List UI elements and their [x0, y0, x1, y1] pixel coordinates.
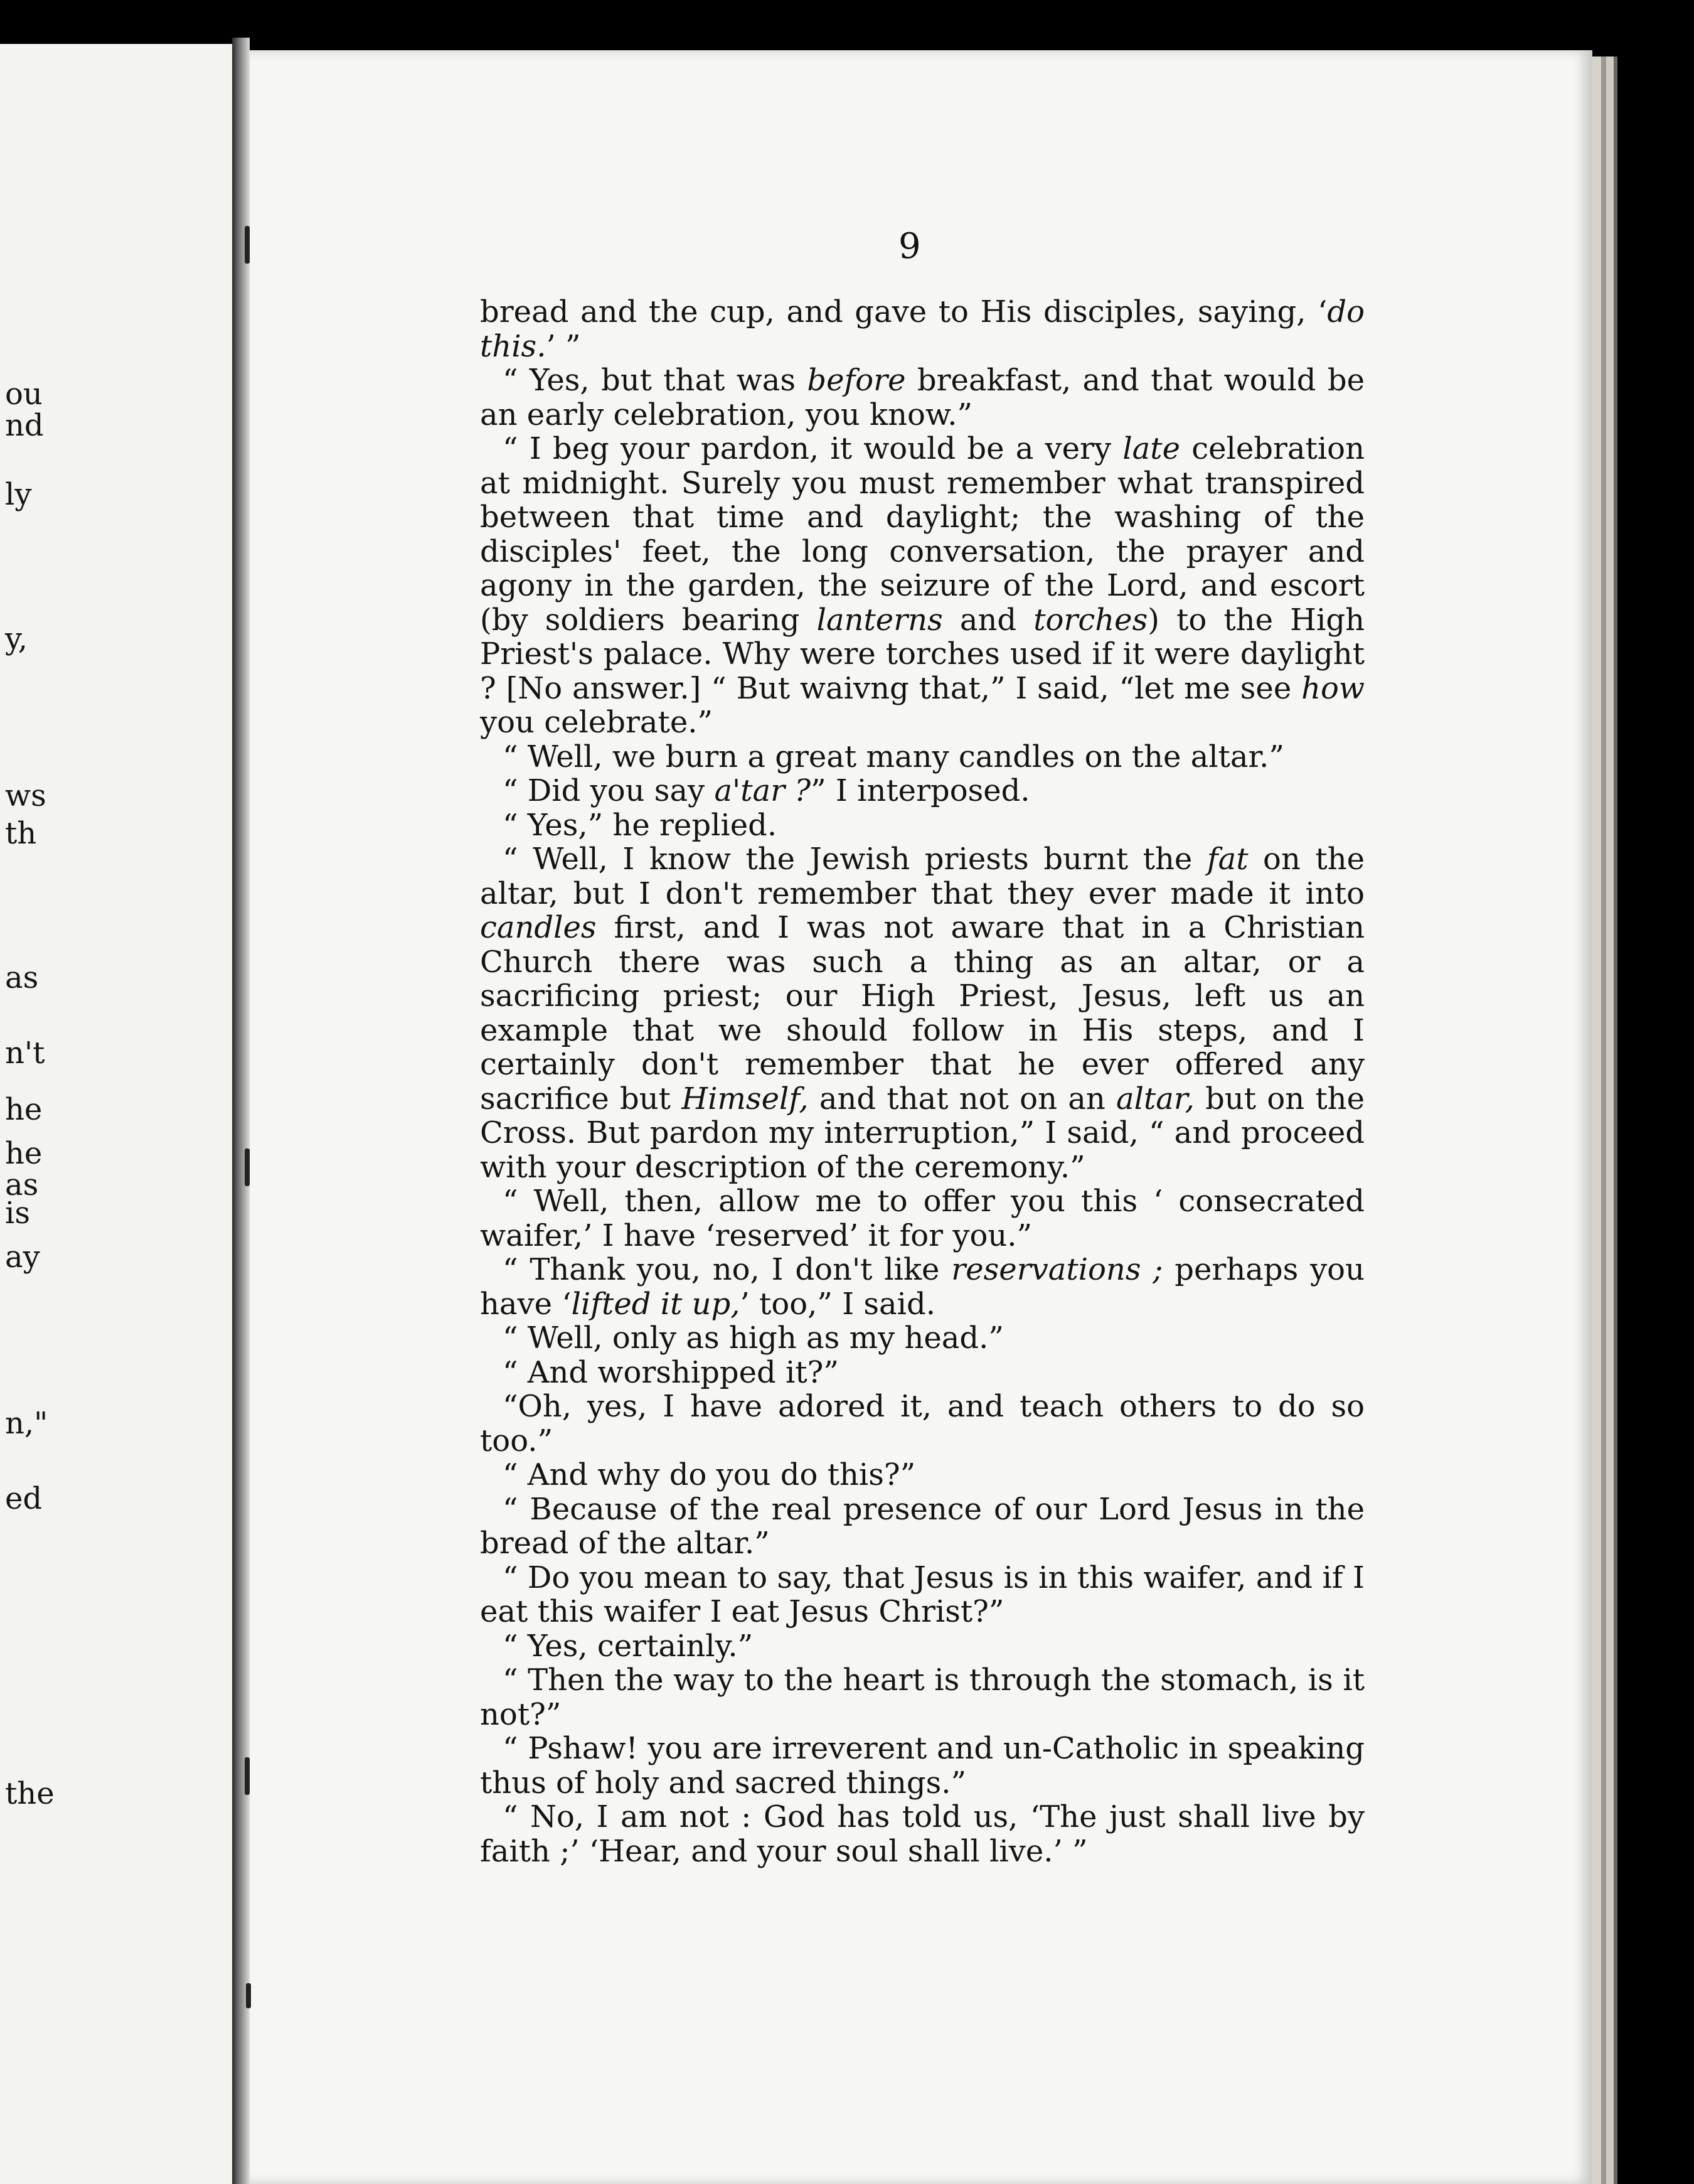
text-run: ” I interposed. — [811, 773, 1030, 808]
paragraph — [480, 1389, 1365, 1458]
text-run: “ And worshipped it?” — [503, 1354, 839, 1390]
binding-stitch — [245, 226, 250, 264]
text-run: “ And why do you do this?” — [503, 1457, 916, 1492]
facing-page-fragment: ou — [5, 377, 43, 412]
italic-text: altar, — [1116, 1081, 1195, 1116]
book-gutter — [232, 38, 250, 2184]
paragraph — [480, 1561, 1365, 1629]
text-run: “ Well, only as high as my head.” — [503, 1320, 1004, 1356]
facing-page-fragment: y, — [5, 621, 28, 656]
italic-text: candles — [480, 910, 597, 945]
text-run: “ Yes,” he replied. — [503, 807, 777, 843]
facing-page-fragment: ed — [5, 1481, 43, 1516]
paragraph — [480, 295, 1365, 363]
text-run: “ Do you mean to say, that Jesus is in this waifer, and if I eat this waifer I eat Jesus Christ?” — [480, 1560, 1365, 1629]
facing-page-fragment: ly — [5, 477, 32, 512]
paragraph — [480, 842, 1365, 1184]
text-run: “ Pshaw! you are irreverent and un-Catholic in speaking thus of holy and sacred things.” — [480, 1731, 1365, 1801]
text-run: first, and I was not aware that in a Christian Church there was such a thing as an altar, or a sacrificing priest; our High Priest, Jesus, left us an example that we should follow in His steps, and I certainly don't remember that he ever offered any sacrifice but — [480, 910, 1365, 1116]
paragraph — [480, 1800, 1365, 1868]
text-run: “ Well, then, allow me to offer you this ‘ consecrated waifer,’ I have ‘reserved’ it for you.” — [480, 1184, 1365, 1253]
text-run: but on the Cross. But pardon my interruption,” I said, “ and proceed with your description of the ceremony.” — [480, 1081, 1365, 1185]
italic-text: lifted it up, — [571, 1286, 740, 1322]
text-run: perhaps you have ‘ — [480, 1252, 1365, 1322]
paragraph — [480, 1321, 1365, 1356]
body-text — [480, 295, 1365, 1868]
italic-text: torches — [1033, 602, 1148, 638]
italic-text: how — [1301, 670, 1365, 706]
text-run: “ Did you say — [503, 773, 715, 808]
paragraph — [480, 808, 1365, 843]
text-run: “ Well, we burn a great many candles on the altar.” — [503, 739, 1284, 774]
text-run: “ I beg your pardon, it would be a very — [503, 431, 1123, 466]
paragraph — [480, 1492, 1365, 1561]
text-run: “ Yes, but that was — [503, 363, 807, 398]
paragraph — [480, 1629, 1365, 1664]
facing-page-fragment: th — [5, 816, 37, 851]
facing-page-fragment: ws — [5, 778, 46, 813]
text-run: celebration at midnight. Surely you must remember what transpired between that time and daylight; the washing of the disciples' feet, the long conversation, the prayer and agony in the garden, the seizure of the Lord, and escort (by soldiers bearing — [480, 431, 1365, 638]
page-edge — [1592, 56, 1601, 2184]
facing-page-fragment: nd — [5, 408, 44, 443]
italic-text: Himself, — [681, 1081, 809, 1116]
paragraph — [480, 1458, 1365, 1492]
binding-stitch — [246, 1983, 251, 2008]
italic-text: fat — [1207, 842, 1249, 877]
text-run: ’ ” — [546, 328, 581, 364]
italic-text: before — [807, 363, 906, 398]
paragraph — [480, 1356, 1365, 1390]
text-run: ’ too,” I said. — [740, 1286, 935, 1322]
text-run: “ No, I am not : God has told us, ‘The just shall live by faith ;’ ‘Hear, and your soul shall live.’ ” — [480, 1799, 1365, 1869]
binding-stitch — [245, 1757, 250, 1795]
paragraph — [480, 1184, 1365, 1253]
paragraph — [480, 1253, 1365, 1321]
italic-text: reservations ; — [951, 1252, 1163, 1287]
italic-text: late — [1122, 431, 1180, 466]
paragraph — [480, 1732, 1365, 1800]
facing-page-fragment: n," — [5, 1406, 48, 1441]
text-run: “ Because of the real presence of our Lord Jesus in the bread of the altar.” — [480, 1491, 1365, 1561]
facing-page-fragment: he — [5, 1136, 43, 1171]
facing-page — [0, 44, 232, 2184]
text-run: on the altar, but I don't remember that they ever made it into — [480, 842, 1365, 911]
facing-page-fragment: n't — [5, 1036, 45, 1071]
facing-page-fragment: as — [5, 1167, 39, 1202]
paragraph — [480, 363, 1365, 432]
facing-page-fragment: is — [5, 1196, 30, 1231]
facing-page-fragment: the — [5, 1776, 55, 1811]
text-run: and that not on an — [808, 1081, 1117, 1116]
paragraph — [480, 740, 1365, 774]
binding-stitch — [245, 1148, 250, 1186]
text-run: ) to the High Priest's palace. Why were torches used if it were daylight ? [No answer.] “ But waivng that,” I said, “let me see — [480, 602, 1365, 706]
facing-page-fragment: ay — [5, 1239, 40, 1275]
page-edge — [1606, 56, 1614, 2184]
facing-page-fragment: as — [5, 960, 39, 995]
paragraph — [480, 774, 1365, 808]
page-edge — [1614, 56, 1617, 2184]
text-run: “ Well, I know the Jewish priests burnt the — [503, 842, 1207, 877]
text-run: “ Thank you, no, I don't like — [503, 1252, 952, 1287]
text-run: “ Then the way to the heart is through the stomach, is it not?” — [480, 1662, 1365, 1732]
text-run: bread and the cup, and gave to His disciples, saying, ‘ — [480, 294, 1328, 329]
page-number: 9 — [898, 226, 921, 267]
page-edge — [1601, 56, 1606, 2184]
text-run: and — [942, 602, 1034, 638]
text-run: “ Yes, certainly.” — [503, 1628, 754, 1664]
text-run: breakfast, and that would be an early celebration, you know.” — [480, 363, 1365, 432]
italic-text: lanterns — [816, 602, 943, 638]
italic-text: a'tar ? — [714, 773, 811, 808]
paragraph — [480, 432, 1365, 740]
text-run: “Oh, yes, I have adored it, and teach others to do so too.” — [480, 1389, 1365, 1459]
paragraph — [480, 1663, 1365, 1732]
text-run: you celebrate.” — [480, 705, 713, 740]
facing-page-fragment: he — [5, 1092, 43, 1127]
italic-text: do this. — [480, 294, 1365, 364]
